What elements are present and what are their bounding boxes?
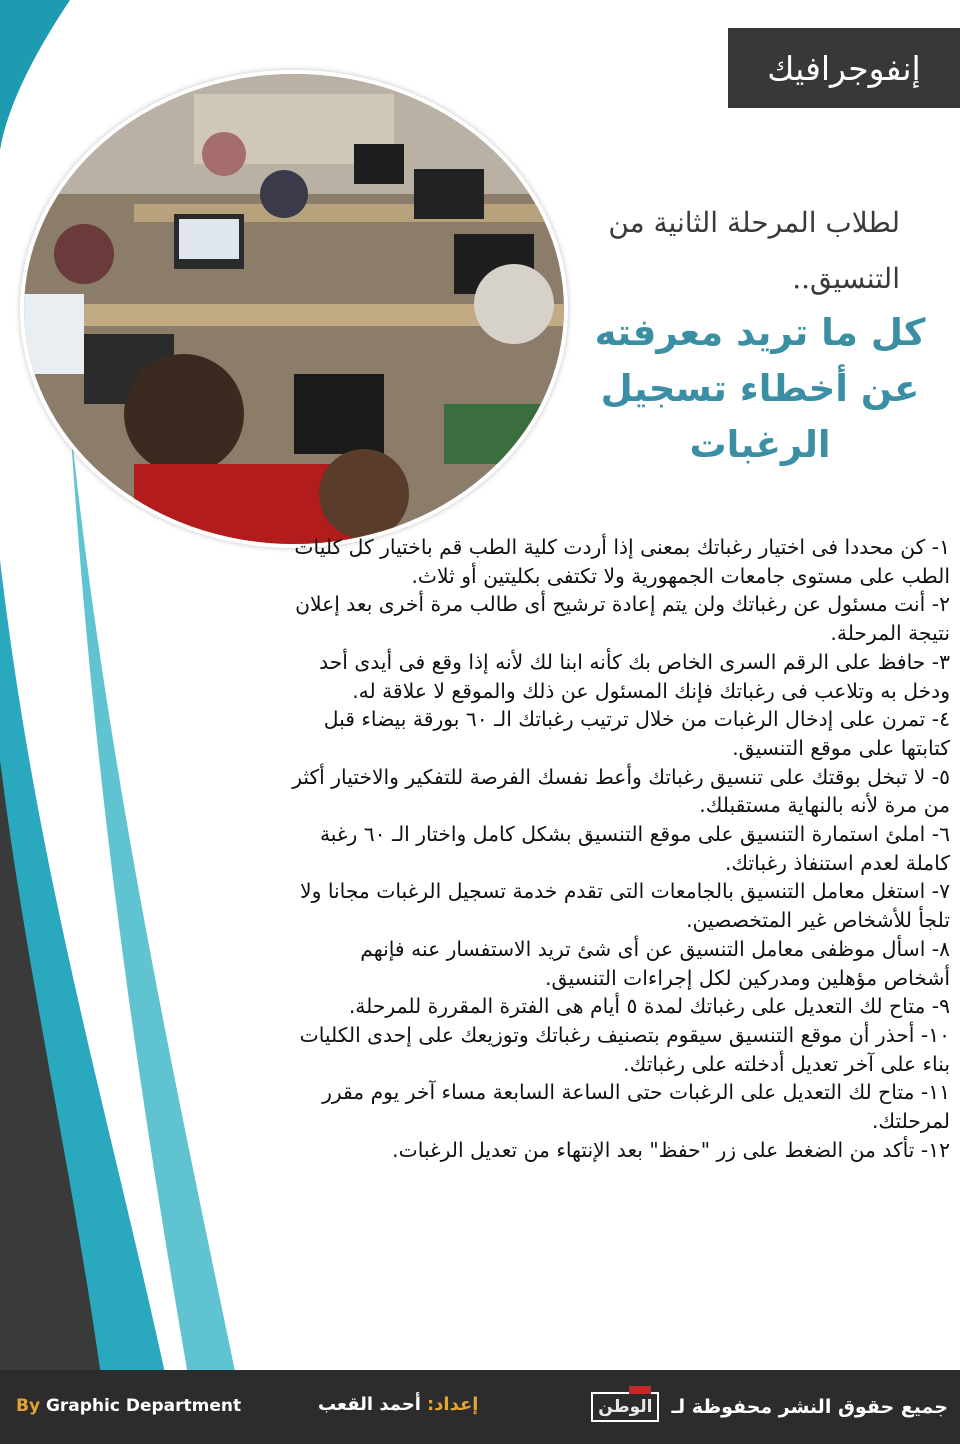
copyright-notice [591,1392,948,1422]
department-name: Graphic Department [45,1396,242,1416]
tips-list [290,533,950,1164]
tip-item: ٢- أنت مسئول عن رغباتك ولن يتم إعادة ترشيح أى طالب مرة أخرى بعد إعلان نتيجة المرحلة. [295,592,950,646]
headline: كل ما تريد معرفته عن أخطاء تسجيل الرغبات [594,311,926,466]
infographic-tag: إنفوجرافيك [728,28,960,108]
copyright-text: جميع حقوق النشر محفوظة لـ [671,1396,948,1418]
subtitle: لطلاب المرحلة الثانية من التنسيق.. [608,206,900,295]
tip-item: ٥- لا تبخل بوقتك على تنسيق رغباتك وأعط نفسك الفرصة للتفكير والاختيار أكثر من مرة لأنه بالنهاية مستقبلك. [292,764,950,818]
tip-item: ٤- تمرن على إدخال الرغبات من خلال ترتيب رغباتك الـ ٦٠ بورقة بيضاء قبل كتابتها على موقع التنسيق. [323,707,950,760]
tip-item: ٣- حافظ على الرقم السرى الخاص بك كأنه ابنا لك لأنه إذا وقع فى أيدى أحد ودخل به وتلاعب فى رغباتك فإنك المسئول عن ذلك والموقع لا علاقة له. [319,649,950,703]
department-byline [16,1396,241,1416]
tip-item: ١٠- أحذر أن موقع التنسيق سيقوم بتصنيف رغباتك وتوزيعك على إحدى الكليات بناء على آخر تعديل أدخلته على رغباتك. [299,1022,950,1076]
tip-item: ٧- استغل معامل التنسيق بالجامعات التى تقدم خدمة تسجيل الرغبات مجانا ولا تلجأ للأشخاص غير المتخصصين. [300,879,950,933]
elwatan-logo: الوطن [591,1392,659,1422]
tip-item: ٨- اسأل موظفى معامل التنسيق عن أى شئ تريد الاستفسار عنه فإنهم أشخاص مؤهلين ومدركين لكل إجراءات التنسيق. [360,936,950,990]
computer-lab-photo [20,70,568,548]
credit-label: إعداد: [426,1394,479,1415]
tip-item: ٩- متاح لك التعديل على رغباتك لمدة ٥ أيام هى الفترة المقررة للمرحلة. [348,994,950,1019]
by-word: By [16,1396,41,1416]
tip-item: ١٢- تأكد من الضغط على زر "حفظ" بعد الإنتهاء من تعديل الرغبات. [392,1137,950,1162]
tip-item: ١١- متاح لك التعديل على الرغبات حتى الساعة السابعة مساء آخر يوم مقرر لمرحلتك. [322,1080,950,1134]
author-credit [318,1394,478,1415]
footer-bar [0,1370,960,1444]
tip-item: ٦- املئ استمارة التنسيق على موقع التنسيق بشكل كامل واختار الـ ٦٠ رغبة كاملة لعدم استنفاذ رغباتك. [319,822,950,875]
tip-item: ١- كن محددا فى اختيار رغباتك بمعنى إذا أردت كلية الطب قم باختيار كل كليات الطب على مستوى جامعات الجمهورية ولا تكتفى بكليتين أو ثلاث. [294,535,950,588]
credit-name: أحمد القعب [318,1394,421,1415]
